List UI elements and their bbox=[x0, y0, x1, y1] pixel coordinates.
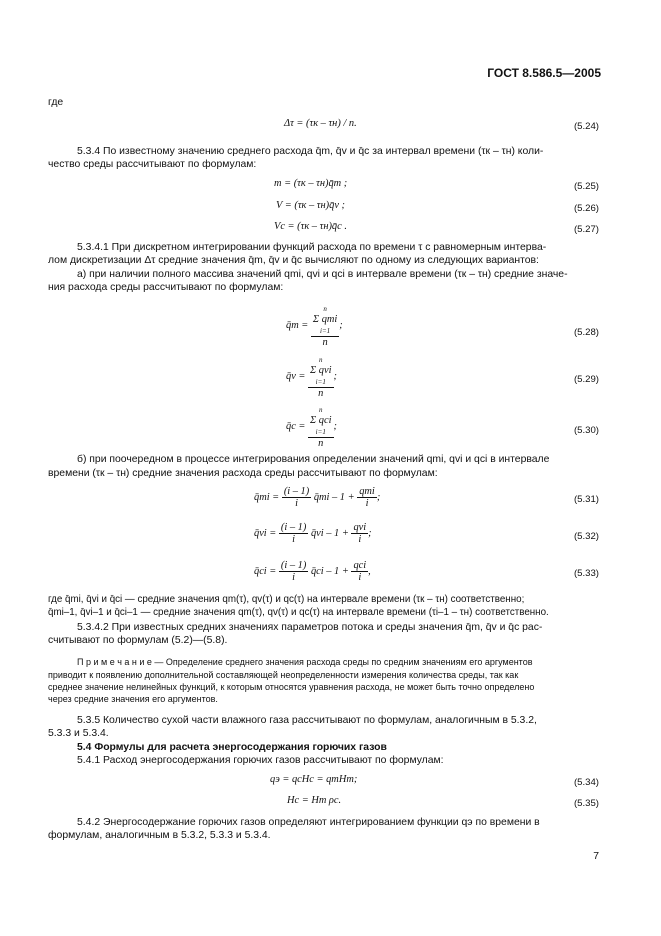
paragraph-5-3-4-line1: 5.3.4 По известному значению среднего расхода q̄m, q̄v и q̄c за интервал времени (τк – τн) коли- bbox=[77, 146, 544, 157]
paragraph-5-3-5-line1: 5.3.5 Количество сухой части влажного газа рассчитывают по формулам, аналогичным в 5.3.2, bbox=[77, 715, 537, 726]
note-line2: приводит к появлению дополнительной составляющей неопределенности измерения количества среды, так как bbox=[48, 670, 519, 680]
where-label: где bbox=[48, 97, 64, 108]
document-code: ГОСТ 8.586.5—2005 bbox=[487, 66, 601, 80]
equation-number: (5.35) bbox=[573, 798, 599, 809]
paragraph-5-3-4-1-line3: а) при наличии полного массива значений qmi, qvi и qci в интервале времени (τк – τн) средние значе- bbox=[77, 269, 568, 280]
equation-5-33: q̄ci = $\frac{(i - 1)}{i}$ q̄ci – 1 + $\frac{\text{qci}}{i}$ , bbox=[254, 560, 371, 583]
paragraph-5-3-4-2-line1: 5.3.4.2 При известных средних значениях параметров потока и среды значения q̄m, q̄v и q̄c рас- bbox=[77, 622, 543, 633]
equation-number: (5.27) bbox=[573, 224, 599, 235]
paragraph-5-4-2-line2: формулам, аналогичным в 5.3.2, 5.3.3 и 5.3.4. bbox=[48, 830, 271, 841]
note-label: П р и м е ч а н и е — bbox=[77, 657, 164, 667]
paragraph-5-3-4-1-line1: 5.3.4.1 При дискретном интегрировании функций расхода по времени τ с равномерным интерва- bbox=[77, 242, 547, 253]
equation-5-25: m = (τк – τн)q̄m ; bbox=[274, 178, 348, 189]
note-line4: через средние значения его аргументов. bbox=[48, 694, 218, 704]
equation-5-34: qэ = qcHc = qmHm; bbox=[270, 774, 358, 785]
where-definitions-line2: q̄mi–1, q̄vi–1 и q̄ci–1 — средние значения qm(τ), qv(τ) и qc(τ) на интервале времени (τi–1 – τн) соответственно. bbox=[48, 607, 549, 618]
equation-number: (5.29) bbox=[573, 374, 599, 385]
equation-5-26: V = (τк – τн)q̄v ; bbox=[276, 200, 345, 211]
paragraph-b-line1: б) при поочередном в процессе интегрирования определении значений qmi, qvi и qci в интервале bbox=[77, 454, 550, 465]
equation-5-24: Δτ = (τк – τн) / n. bbox=[284, 118, 357, 129]
equation-number: (5.31) bbox=[573, 494, 599, 505]
equation-5-31: q̄mi = $\frac{(i - 1)}{i}$ q̄mi – 1 + $\frac{\text{qmi}}{i}$ ; bbox=[254, 486, 381, 509]
equation-5-32: q̄vi = $\frac{(i - 1)}{i}$ q̄vi – 1 + $\frac{\text{qvi}}{i}$ ; bbox=[254, 522, 372, 545]
paragraph-5-3-4-2-line2: считывают по формулам (5.2)—(5.8). bbox=[48, 635, 228, 646]
section-5-4-title: 5.4 Формулы для расчета энергосодержания горючих газов bbox=[77, 742, 387, 753]
equation-5-27: Vc = (τк – τн)q̄c . bbox=[274, 221, 347, 232]
equation-number: (5.30) bbox=[573, 425, 599, 436]
paragraph-5-4-2-line1: 5.4.2 Энергосодержание горючих газов определяют интегрированием функции qэ по времени в bbox=[77, 817, 540, 828]
note-line3: среднее значение нелинейных функций, к которым относятся уравнения расхода, не может быть точно определено bbox=[48, 682, 535, 692]
paragraph-5-3-5-line2: 5.3.3 и 5.3.4. bbox=[48, 728, 109, 739]
equation-number: (5.33) bbox=[573, 568, 599, 579]
paragraph-b-line2: времени (τк – τн) средние значения расхода среды рассчитывают по формулам: bbox=[48, 468, 438, 479]
paragraph-5-4-1: 5.4.1 Расход энергосодержания горючих газов рассчитывают по формулам: bbox=[77, 755, 444, 766]
equation-5-30: q̄c = n Σ qci i=1 n ; bbox=[286, 406, 337, 449]
equation-number: (5.32) bbox=[573, 531, 599, 542]
paragraph-5-3-4-line2: чество среды рассчитывают по формулам: bbox=[48, 159, 257, 170]
equation-number: (5.24) bbox=[573, 121, 599, 132]
note-line1: П р и м е ч а н и е — Определение среднего значения расхода среды по средним значениям его аргументов bbox=[77, 657, 533, 667]
page-number: 7 bbox=[593, 851, 599, 862]
equation-number: (5.34) bbox=[573, 777, 599, 788]
equation-5-35: Hc = Hm ρc. bbox=[287, 795, 342, 806]
paragraph-5-3-4-1-line2: лом дискретизации Δτ средние значения q̄m, q̄v и q̄c вычисляют по одному из следующих вариантов: bbox=[48, 255, 539, 266]
where-definitions-line1: где q̄mi, q̄vi и q̄ci — средние значения qm(τ), qv(τ) и qc(τ) на интервале времени (τк – τн) соответственно; bbox=[48, 594, 525, 605]
equation-number: (5.25) bbox=[573, 181, 599, 192]
equation-5-28: q̄m = n Σ qmi i=1 n ; bbox=[286, 305, 343, 348]
equation-5-29: q̄v = n Σ qvi i=1 n ; bbox=[286, 356, 337, 399]
equation-number: (5.26) bbox=[573, 203, 599, 214]
equation-number: (5.28) bbox=[573, 327, 599, 338]
paragraph-5-3-4-1-line4: ния расхода среды рассчитывают по формулам: bbox=[48, 282, 284, 293]
